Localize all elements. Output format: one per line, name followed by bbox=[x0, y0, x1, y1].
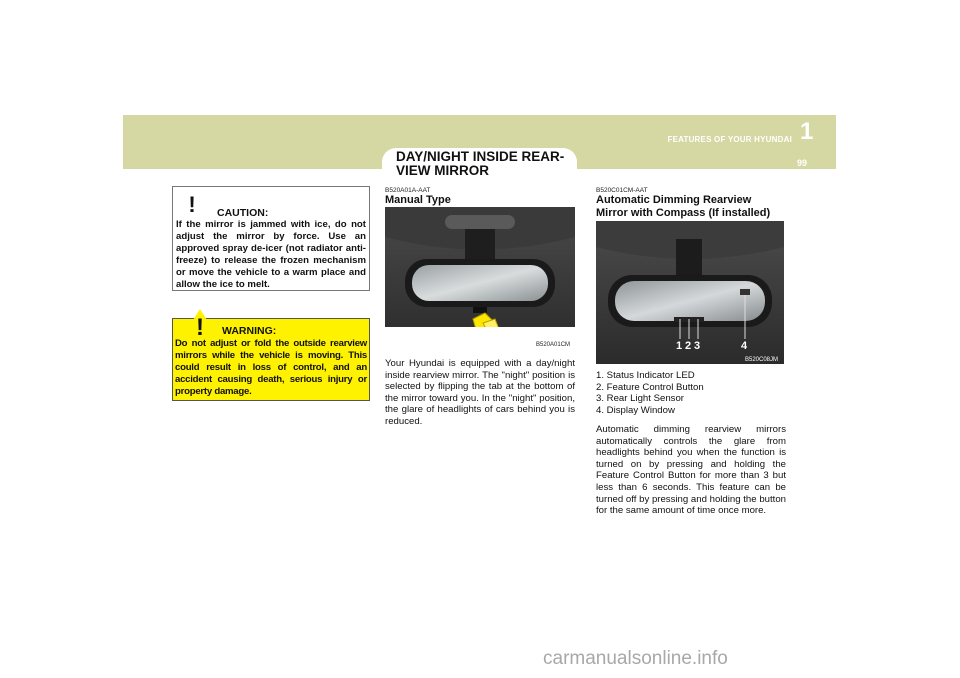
auto-section-title-line2: Mirror with Compass (If installed) bbox=[596, 207, 771, 219]
warning-text: Do not adjust or fold the outside rearview mirrors while the vehicle is moving. This could result in loss of control, and an accident causing death, serious injury or property damage. bbox=[175, 338, 367, 397]
list-item: 1. Status Indicator LED bbox=[596, 370, 695, 381]
exclamation-triangle-icon bbox=[174, 187, 210, 217]
callout-1: 1 bbox=[676, 340, 683, 352]
list-item: 4. Display Window bbox=[596, 404, 675, 416]
chapter-title: FEATURES OF YOUR HYUNDAI bbox=[667, 135, 792, 144]
auto-component-list bbox=[596, 370, 786, 416]
warning-heading: WARNING: bbox=[222, 325, 277, 337]
auto-section-title-line1: Automatic Dimming Rearview bbox=[596, 194, 752, 206]
callout-3: 3 bbox=[694, 340, 701, 352]
auto-body-text: Automatic dimming rearview mirrors automatically controls the glare from headlights behind you when the function is turned on by pressing and holding the Feature Control Button for more than 3 but less than 6 seconds. This feature can be turned off by pressing and holding the button for the same amount of time once more. bbox=[596, 424, 786, 517]
manual-body-text: Your Hyundai is equipped with a day/night inside rearview mirror. The "night" position is selected by flipping the tab at the bottom of the mirror toward you. In the "night" position, the glare of headlights of cars behind you is reduced. bbox=[385, 358, 575, 427]
watermark: carmanualsonline.info bbox=[543, 648, 728, 669]
manual-section-code: B520A01A-AAT bbox=[385, 187, 431, 194]
svg-text:!: ! bbox=[196, 314, 204, 340]
caution-text: If the mirror is jammed with ice, do not adjust the mirror by force. Use an approved spray de-icer (not radiator anti-freeze) to release the frozen mechanism or move the vehicle to a warm place and allow the ice to melt. bbox=[176, 219, 366, 290]
auto-mirror-figure bbox=[596, 221, 784, 364]
manual-section-title: Manual Type bbox=[385, 194, 451, 206]
page-number: 99 bbox=[796, 158, 807, 168]
manual-mirror-figure bbox=[385, 207, 575, 353]
callout-2: 2 bbox=[685, 340, 692, 352]
section-title: DAY/NIGHT INSIDE REAR-VIEW MIRROR bbox=[396, 149, 565, 178]
manual-figure-code: B520A01CM bbox=[536, 342, 571, 348]
caution-heading: CAUTION: bbox=[217, 207, 269, 219]
list-item: 3. Rear Light Sensor bbox=[596, 393, 684, 405]
svg-text:!: ! bbox=[188, 192, 196, 217]
auto-figure-code: B520C08JM bbox=[745, 357, 779, 363]
callout-4: 4 bbox=[741, 340, 748, 352]
list-item: 2. Feature Control Button bbox=[596, 381, 704, 393]
auto-section-code: B520C01CM-AAT bbox=[596, 187, 648, 194]
chapter-number: 1 bbox=[800, 118, 814, 145]
exclamation-triangle-icon bbox=[180, 308, 220, 340]
manual-mirror-illustration bbox=[385, 207, 575, 353]
